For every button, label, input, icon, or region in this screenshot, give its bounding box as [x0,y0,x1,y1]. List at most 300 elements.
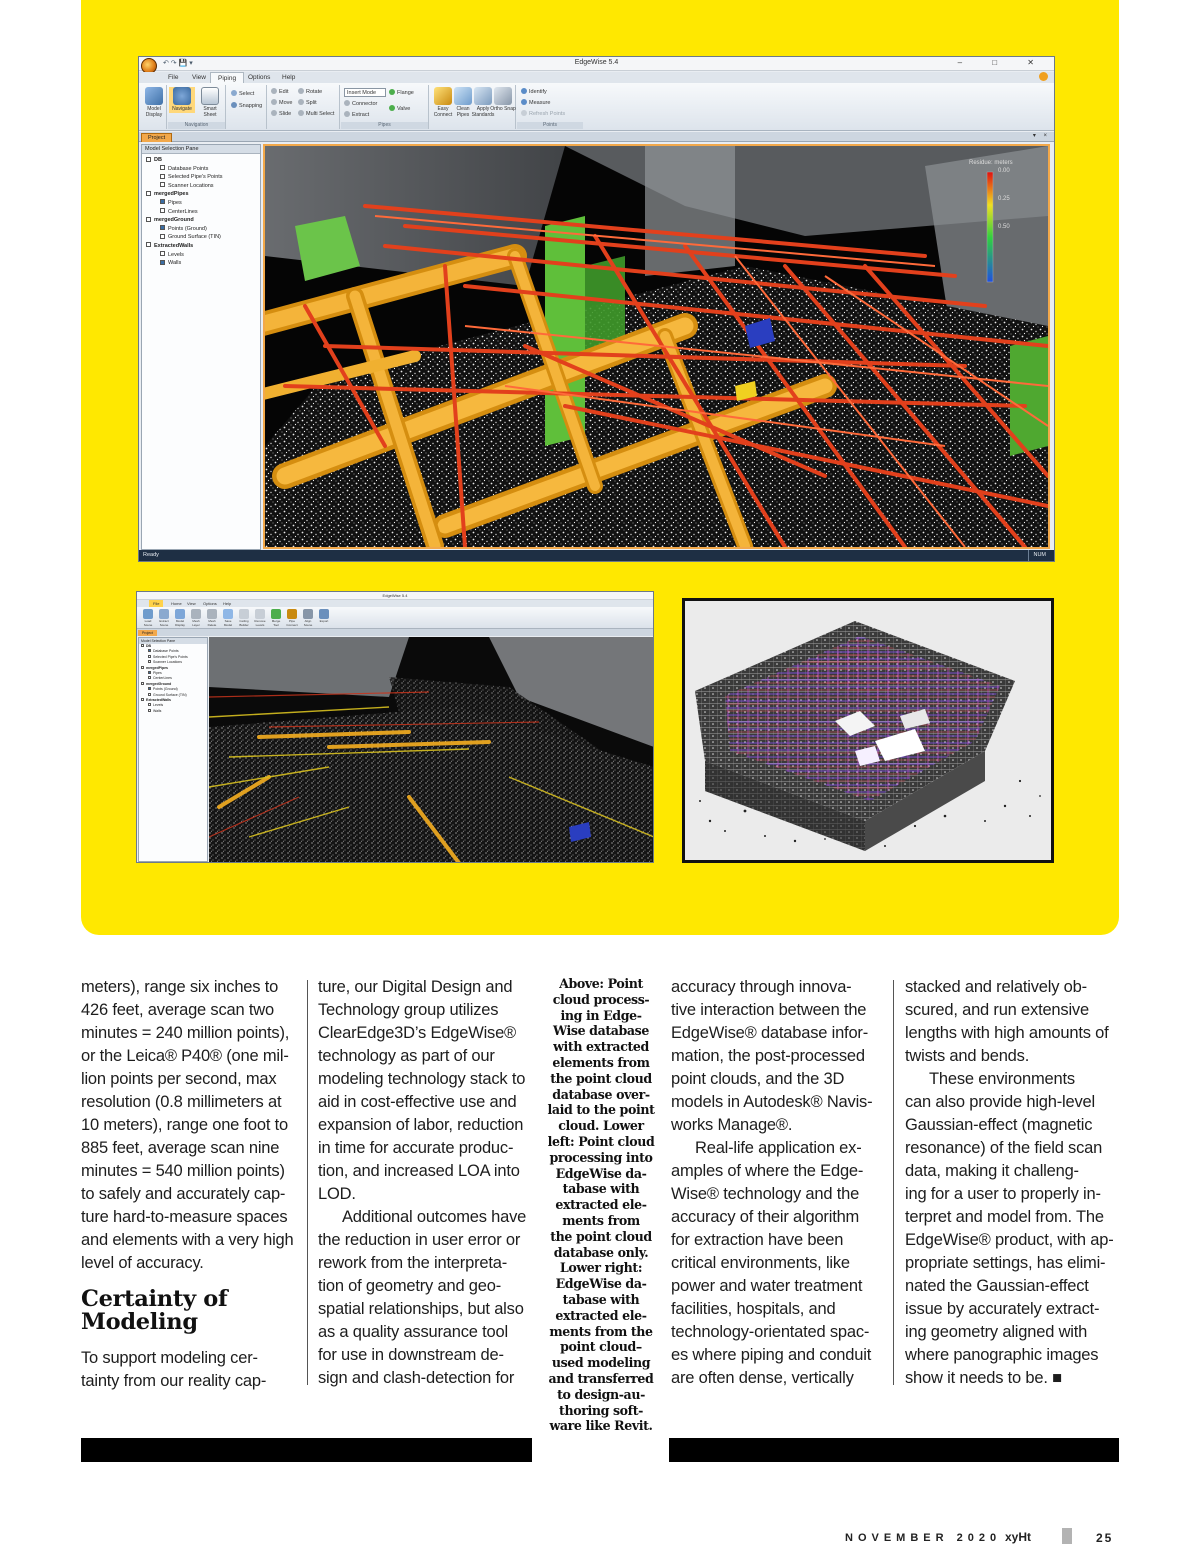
multi-select-button[interactable]: Multi Select [298,110,334,117]
tab-options[interactable]: Options [203,601,217,606]
text-line: extracted ele- [555,1197,647,1213]
tab-help[interactable]: Help [282,74,296,81]
text-line: EdgeWise da- [555,1165,647,1181]
text-line: can also provide high-level [905,1093,1095,1111]
checkbox-icon[interactable] [146,242,151,247]
refresh-icon [521,110,527,116]
pane-title: Model Selection Pane [139,638,207,644]
snapping-button[interactable]: Snapping [231,102,262,109]
text-line: propriate settings, has elimi- [905,1254,1106,1272]
magazine-brand: xyHt [1005,1530,1032,1544]
text-line: works Manage®. [671,1116,793,1134]
window-title: EdgeWise 5.4 [574,59,619,66]
text-line: To support modeling cer- [81,1349,258,1367]
text-line: power and water treatment [671,1277,863,1295]
connector-icon [344,100,350,106]
checkbox-icon[interactable] [146,157,151,162]
ribbon-button[interactable]: Extract Scene [157,609,171,627]
ribbon-button-icon [319,609,329,619]
select-icon [231,90,237,96]
article-column-2 [318,976,533,1390]
text-line: are often dense, vertically [671,1369,854,1387]
text-line: left: Point cloud [547,1133,655,1149]
tree-item-label: Levels [153,703,164,708]
tree-item[interactable] [142,259,260,268]
tree-item[interactable] [142,165,260,174]
tree-item-label: CenterLines [153,676,172,681]
checkbox-icon[interactable] [141,644,144,647]
tab-view[interactable]: View [187,601,196,606]
help-icon[interactable] [1039,72,1048,81]
text-line: Above: Point [559,976,643,991]
text-line: point cloud– [560,1339,642,1355]
text-line: scured, and run extensive [905,1001,1089,1019]
tab-home[interactable]: Home [171,601,182,606]
figure-caption [545,976,657,1434]
tree-item-label: Ground Surface (TIN) [153,692,187,697]
ribbon-group-navigation [168,85,226,129]
tree-item-label: mergedPipes [154,191,189,198]
ribbon-group-tools [430,85,516,129]
tree-item-label: Pipes [153,671,162,676]
ribbon-tabs [139,72,1054,83]
ribbon-button-icon [191,609,201,619]
snapping-icon [231,102,237,108]
text-line: and transferred [548,1370,654,1386]
model-selection-pane [141,144,261,550]
text-line: used modeling [551,1355,651,1371]
text-line: to design-au- [557,1386,645,1402]
text-line: mation, the post-processed [671,1047,865,1065]
identify-button[interactable]: Identify [521,88,547,95]
checkbox-icon[interactable] [146,191,151,196]
edit-icon [271,88,277,94]
ribbon-button-icon [287,609,297,619]
checkbox-icon[interactable] [141,698,144,701]
tree-group[interactable] [142,216,260,225]
ribbon-group-label: Points [517,122,583,129]
text-line: es where piping and conduit [671,1346,872,1364]
tab-piping[interactable]: Piping [210,72,244,83]
legend-title: Residue: meters [969,160,1013,166]
ribbon-button[interactable]: Mesh Layer [189,609,203,627]
text-line: to safely and accurately cap- [81,1185,286,1203]
page-number: 25 [1096,1531,1114,1545]
status-text: Ready [143,552,159,558]
tree-item-label: Walls [153,708,162,713]
checkbox-icon[interactable] [160,208,165,213]
ribbon-group-label: Pipes [341,122,428,129]
navigate-button[interactable]: Navigate [169,87,195,113]
tree-item-label: Scanner Locations [153,660,182,665]
tree-item[interactable] [142,208,260,217]
ribbon-button-icon [239,609,249,619]
text-line: technology as part of our [318,1047,495,1065]
checkbox-icon[interactable] [146,217,151,222]
text-line: ware like Revit. [549,1418,653,1434]
title-bar [137,592,653,600]
project-tab[interactable]: Project [138,630,157,636]
checkbox-icon[interactable] [148,655,151,658]
tree-item-label: ExtractedWalls [146,698,171,703]
checkbox-icon[interactable] [160,182,165,187]
quick-access-toolbar[interactable]: ↶ ↷ 💾 ▾ [163,60,193,67]
ribbon-button[interactable]: Align Scene [301,609,315,627]
text-line: ClearEdge3D’s EdgeWise® [318,1024,517,1042]
text-line: database over- [552,1086,650,1102]
model-display-icon [145,87,163,105]
text-line: sign and clash-detection for [318,1369,515,1387]
text-line: tion of geometry and geo- [318,1277,502,1295]
revit-model-render [682,598,1054,863]
footer-black-bar-left [81,1438,532,1462]
tree-item[interactable] [142,225,260,234]
text-line: EdgeWise da- [555,1276,647,1292]
tree-item-label: Ground Surface (TIN) [168,234,221,241]
text-line: Wise database [552,1023,649,1039]
3d-viewport[interactable] [209,637,654,863]
text-line: ments from [562,1212,640,1228]
text-line: accuracy through innova- [671,978,852,996]
split-button[interactable]: Split [298,99,317,106]
valve-button[interactable]: Valve [389,105,410,112]
text-line: modeling technology stack to [318,1070,526,1088]
tab-help[interactable]: Help [223,601,232,606]
text-line: as a quality assurance tool [318,1323,508,1341]
text-line: database only. [553,1244,649,1260]
text-line: amples of where the Edge- [671,1162,864,1180]
checkbox-icon[interactable] [148,703,151,706]
text-line: critical environments, like [671,1254,850,1272]
edit-button[interactable]: Edit [271,88,288,95]
column-rule [307,980,308,1385]
checkbox-icon[interactable] [160,199,165,204]
article-column-1-continued [81,1347,299,1393]
text-line: Wise® technology and the [671,1185,860,1203]
text-line: point clouds, and the 3D [671,1070,845,1088]
checkbox-icon[interactable] [141,682,144,685]
text-line: tabase with [562,1181,640,1197]
tree-item[interactable] [142,182,260,191]
connector-button[interactable]: Connector [344,100,377,107]
select-button[interactable]: Select [231,90,254,97]
checkbox-icon[interactable] [148,660,151,663]
text-line: issue by accurately extract- [905,1300,1100,1318]
tree-item-label: Scanner Locations [168,182,214,189]
ribbon-button[interactable]: Merge Tool [269,609,283,627]
checkbox-icon[interactable] [160,165,165,170]
text-line: and elements with a very high [81,1231,294,1249]
text-line: minutes = 540 million points) [81,1162,285,1180]
text-line: EdgeWise® product, with ap- [905,1231,1114,1249]
tab-file[interactable]: File [149,600,163,607]
text-line: stacked and relatively ob- [905,978,1087,996]
tree-item-label: ExtractedWalls [154,242,194,249]
text-line: rework from the interpreta- [318,1254,507,1272]
article-column-3 [671,976,887,1390]
text-line: ing geometry aligned with [905,1323,1088,1341]
ribbon-button-icon [223,609,233,619]
text-line: processing into [549,1149,653,1165]
text-line: Technology group utilizes [318,1001,499,1019]
tree-item-label: Pipes [168,199,182,206]
text-line: the reduction in user error or [318,1231,521,1249]
rotate-button[interactable]: Rotate [298,88,322,95]
legend-value-0: 0.00 [998,168,1010,174]
text-line: level of accuracy. [81,1254,204,1272]
ribbon-button[interactable]: Load Scene [141,609,155,627]
tree-group[interactable] [142,156,260,165]
easy-connect-button[interactable]: Easy Connect [430,87,456,118]
text-line: extracted ele- [555,1307,647,1323]
ribbon [139,83,1054,131]
tab-view[interactable]: View [192,74,206,81]
text-line: spatial relationships, but also [318,1300,524,1318]
ribbon-group-points [517,85,583,129]
text-line: ture, our Digital Design and [318,978,513,996]
text-line: in time for accurate produc- [318,1139,514,1157]
text-line: for extraction have been [671,1231,844,1249]
ribbon-button[interactable]: Save Model [221,609,235,627]
ribbon-tabs [137,600,653,607]
tab-options[interactable]: Options [248,74,271,81]
tree-item-label: Database Points [168,165,209,172]
text-line: These environments [929,1070,1075,1088]
extract-icon [344,111,350,117]
move-icon [271,99,277,105]
move-button[interactable]: Move [271,99,292,106]
refresh-points-button[interactable]: Refresh Points [521,110,565,117]
legend-value-1: 0.25 [998,196,1010,202]
project-bar [137,629,653,636]
checkbox-icon[interactable] [148,649,151,652]
model-tree [139,644,207,714]
slide-icon [271,110,277,116]
checkbox-icon[interactable] [160,251,165,256]
ribbon-button[interactable]: Remove Levels [253,609,267,627]
legend-value-2: 0.50 [998,224,1010,230]
text-line: cloud. Lower [558,1118,644,1134]
tab-file[interactable]: File [168,74,179,81]
smart-sheet-button[interactable]: Smart Sheet [197,87,223,118]
ribbon-button-icon [271,609,281,619]
tree-group[interactable] [142,190,260,199]
text-line: resonance) of the field scan [905,1139,1103,1157]
tree-group[interactable] [142,242,260,251]
tree-item[interactable] [142,199,260,208]
text-line: twists and bends. [905,1047,1030,1065]
edgewise-main-window [138,56,1055,562]
tree-item-label: mergedGround [154,217,194,224]
footer-black-bar-right [669,1438,1119,1462]
point-cloud-scene [209,637,654,863]
text-line: with extracted [553,1039,649,1055]
tree-item-label: Database Points [153,649,179,654]
rotate-icon [298,88,304,94]
project-controls[interactable]: ▾ × [1032,133,1050,139]
text-line: 10 meters), range one foot to [81,1116,288,1134]
text-line: 426 feet, average scan two [81,1001,274,1019]
article-column-4 [905,976,1119,1390]
model-selection-pane [138,637,208,862]
apply-standards-button[interactable]: Apply Standards [470,87,496,118]
text-line: thoring soft- [559,1402,643,1418]
tree-item-label: DB [146,644,152,648]
tree-item-label: mergedPipes [146,665,168,670]
building-model-illustration [685,601,1051,860]
window-title: EdgeWise 5.4 [382,593,408,598]
footer-separator-mark [1062,1528,1072,1544]
column-rule [893,980,894,1385]
text-line: ture hard-to-measure spaces [81,1208,288,1226]
smart-sheet-icon [201,87,219,105]
checkbox-icon[interactable] [160,260,165,265]
text-line: the point cloud [550,1228,652,1244]
text-line: lengths with high amounts of [905,1024,1109,1042]
checkbox-icon[interactable] [160,234,165,239]
edgewise-second-window [136,591,654,863]
text-line: tive interaction between the [671,1001,867,1019]
text-line: aid in cost-effective use and [318,1093,517,1111]
clean-pipes-button[interactable]: Clean Pipes [450,87,476,118]
tree-item-label: mergedGround [146,681,172,686]
point-cloud-scene [265,146,1048,547]
section-heading: Certainty of Modeling [81,1286,228,1335]
ribbon-button-icon [207,609,217,619]
checkbox-icon[interactable] [148,676,151,679]
ribbon-button[interactable]: Export [317,609,331,624]
ribbon-group-edit [268,85,340,129]
text-line: Additional outcomes have [342,1208,527,1226]
ribbon-button[interactable]: Model Display [173,609,187,627]
status-bar [139,550,1054,561]
text-line: Real-life application ex- [695,1139,862,1157]
ribbon-group-display [141,85,167,129]
text-line: where panographic images [905,1346,1099,1364]
text-line: show it needs to be. ■ [905,1369,1062,1387]
tree-item[interactable] [142,251,260,260]
multi-select-icon [298,110,304,116]
text-line: ing in Edge- [560,1007,642,1023]
text-line: facilities, hospitals, and [671,1300,836,1318]
text-line: ing for a user to properly in- [905,1185,1101,1203]
checkbox-icon[interactable] [148,687,151,690]
checkbox-icon[interactable] [141,666,144,669]
tree-item-label: Levels [168,251,184,258]
text-line: resolution (0.8 millimeters at [81,1093,282,1111]
tree-item-label: DB [154,157,162,163]
ortho-snap-button[interactable]: Ortho Snap [490,87,516,113]
measure-icon [521,99,527,105]
valve-icon [389,105,395,111]
ribbon-button[interactable]: Mesh Delete [205,609,219,627]
text-line: nated the Gaussian-effect [905,1277,1089,1295]
tree-item-label: Points (Ground) [153,687,178,692]
tree-item[interactable] [139,709,207,714]
text-line: expansion of labor, reduction [318,1116,524,1134]
insert-mode-select[interactable]: Insert Mode [344,88,386,97]
flange-icon [389,89,395,95]
ribbon-group-select [227,85,267,129]
text-line: Lower right: [559,1260,643,1276]
text-line: or the Leica® P40® (one mil- [81,1047,289,1065]
tree-item-label: Points (Ground) [168,225,207,232]
ribbon [137,607,653,629]
title-bar [139,57,1054,71]
checkbox-icon[interactable] [148,709,151,712]
ribbon-group-pipes [341,85,429,129]
tree-item-label: Walls [168,260,182,267]
text-line: tion, and increased LOA into [318,1162,520,1180]
text-line: ments from the [549,1323,653,1339]
ribbon-button[interactable]: Pipe Connect [285,609,299,627]
text-line: elements from [552,1054,650,1070]
text-line: data, making it challeng- [905,1162,1079,1180]
text-line: LOD. [318,1185,356,1203]
split-icon [298,99,304,105]
text-line: Gaussian-effect (magnetic [905,1116,1093,1134]
ribbon-button[interactable]: Ceiling Builder [237,609,251,627]
text-line: accuracy of their algorithm [671,1208,860,1226]
tree-item-label: Selected Pipe's Points [168,174,223,181]
tree-item[interactable] [142,173,260,182]
window-controls[interactable]: – □ ✕ [957,58,1048,67]
ribbon-button-icon [175,609,185,619]
text-line: cloud process- [552,991,650,1007]
extract-button[interactable]: Extract [344,111,369,118]
text-line: technology-orientated spac- [671,1323,870,1341]
checkbox-icon[interactable] [148,671,151,674]
project-bar [139,132,1054,142]
identify-icon [521,88,527,94]
model-display-button[interactable]: Model Display [141,87,167,118]
text-line: terpret and model from. The [905,1208,1104,1226]
checkbox-icon[interactable] [160,174,165,179]
ribbon-group-label: Navigation [168,122,225,129]
text-line: the point cloud [550,1070,652,1086]
tree-item-label: CenterLines [168,208,198,215]
text-line: EdgeWise® database infor- [671,1024,869,1042]
model-tree [142,154,260,268]
num-lock-indicator: NUM [1028,550,1050,561]
text-line: lion points per second, max [81,1070,277,1088]
checkbox-icon[interactable] [148,693,151,696]
navigate-icon [173,87,191,105]
ribbon-button-icon [159,609,169,619]
3d-viewport[interactable] [263,144,1050,549]
text-line: models in Autodesk® Navis- [671,1093,873,1111]
text-line: for use in downstream de- [318,1346,504,1364]
text-line: tainty from our reality cap- [81,1372,267,1390]
flange-button[interactable]: Flange [389,89,414,96]
ribbon-button-icon [143,609,153,619]
text-line: meters), range six inches to [81,978,279,996]
slide-button[interactable]: Slide [271,110,291,117]
checkbox-icon[interactable] [160,225,165,230]
text-line: tabase with [562,1291,640,1307]
ribbon-button-icon [255,609,265,619]
text-line: minutes = 240 million points), [81,1024,290,1042]
measure-button[interactable]: Measure [521,99,550,106]
article-column-1 [81,976,299,1275]
project-tab[interactable]: Project [141,133,172,142]
issue-date: NOVEMBER 2020 [845,1532,1002,1544]
text-line: 885 feet, average scan nine [81,1139,280,1157]
tree-item[interactable] [142,233,260,242]
pane-title: Model Selection Pane [142,145,260,154]
tree-item-label: Selected Pipe's Points [153,654,188,659]
ribbon-button-icon [303,609,313,619]
